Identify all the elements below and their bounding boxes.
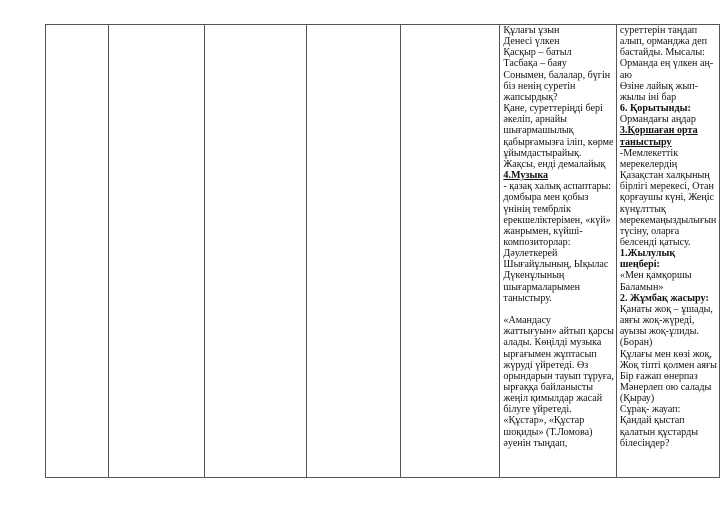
- text-line: алып, орманджа деп: [619, 36, 707, 48]
- text-line: жаттығуын» айтып қарсы: [503, 326, 614, 338]
- text-line: қалатын құстарды: [619, 426, 699, 438]
- text-line: біз ненің суретін: [503, 80, 576, 92]
- table-cell-1: [46, 25, 109, 478]
- text-line: аю: [619, 69, 632, 81]
- text-line: Бір ғажап өнерпаз: [619, 370, 698, 382]
- text-line: Дүкенұлының: [503, 270, 565, 282]
- environment-heading: таныстыру: [619, 136, 672, 148]
- text-line: Құлағы ұзын: [503, 25, 560, 36]
- text-line: ауызы жоқ-ұлиды.: [619, 326, 699, 338]
- reflection-heading: 6. Қорытынды:: [619, 103, 691, 115]
- riddle-heading: 2. Жұмбақ жасыру:: [619, 292, 709, 304]
- text-line: шоқиды» (Т.Ломова): [503, 426, 593, 438]
- environment-heading: 3.Қоршаған орта: [619, 125, 698, 137]
- text-line: Жоқ тіпті қолмен аяғы: [619, 359, 717, 371]
- text-line: Баламын»: [619, 281, 664, 293]
- text-line: түсіну, оларға: [619, 225, 680, 237]
- text-line: ырғаққа байланысты: [503, 381, 594, 393]
- text-line: Дәулеткерей: [503, 248, 558, 260]
- text-line: Сұрақ- жауап:: [619, 404, 681, 416]
- text-line: шығармаларымен: [503, 281, 580, 293]
- text-line: жапсырдық?: [503, 91, 558, 103]
- music-heading: 4.Музыка: [503, 170, 549, 182]
- text-line: Қасқыр – батыл: [503, 47, 572, 59]
- text-line: бастайды. Мысалы:: [619, 47, 705, 59]
- table-cell-7: [616, 25, 719, 478]
- text-line: Өзіне лайық жып-: [619, 80, 699, 92]
- table-row: [46, 25, 720, 478]
- text-line: ерекшеліктерімен, «күй»: [503, 214, 611, 226]
- text-line: Мәнерлеп ою салады: [619, 382, 712, 393]
- table-cell-5: [401, 25, 500, 478]
- blank-line: [503, 304, 613, 315]
- text-line: ұйымдастырайық.: [503, 147, 582, 159]
- text-line: «Құстар», «Құстар: [503, 415, 585, 427]
- text-line: белсенді қатысу.: [619, 236, 691, 248]
- text-line: әуенін тыңдап,: [503, 437, 568, 449]
- table-cell-2: [109, 25, 204, 478]
- table-cell-4: [307, 25, 401, 478]
- text-line: күнұлттық: [619, 203, 666, 215]
- cell-text-column-7: [617, 25, 719, 449]
- text-line: «Мен қамқоршы: [619, 270, 692, 282]
- text-line: композиторлар:: [503, 236, 571, 248]
- text-line: үнінің тембрлік: [503, 203, 571, 215]
- text-line: Шығайұлының, Ықылас: [503, 259, 609, 271]
- text-line: Жақсы, енді демалайық: [503, 158, 606, 170]
- text-line: Қазақстан халқының: [619, 170, 710, 182]
- text-line: Қандай қыстап: [619, 415, 685, 427]
- text-line: Тасбақа – баяу: [503, 58, 567, 70]
- text-line: домбыра мен қобыз: [503, 192, 589, 204]
- text-line: - қазақ халық аспаптары:: [503, 181, 612, 193]
- lesson-plan-table: [45, 24, 720, 478]
- table-cell-6: [500, 25, 616, 478]
- text-line: бірлігі мерекесі, Отан: [619, 181, 714, 193]
- text-line: Сонымен, балалар, бүгін: [503, 69, 611, 81]
- text-line: аяғы жоқ-жүреді,: [619, 315, 695, 327]
- text-line: жылы іні бар: [619, 91, 677, 103]
- text-line: мерекелердің: [619, 158, 678, 170]
- text-line: жанрымен, күйші-: [503, 225, 583, 237]
- text-line: суреттерін таңдап: [619, 25, 698, 36]
- text-line: Ормандағы аңдар: [619, 114, 696, 126]
- text-line: шығармашылық: [503, 125, 574, 137]
- text-line: қабырғамызға іліп, көрме: [503, 136, 614, 148]
- text-line: білесіңдер?: [619, 437, 670, 449]
- text-line: әкеліп, арнайы: [503, 114, 567, 126]
- text-line: жеңіл қимылдар жасай: [503, 393, 603, 405]
- text-line: жүруді үйретеді. Өз: [503, 359, 589, 371]
- text-line: қорғаушы күні, Жеңіс: [619, 192, 715, 204]
- text-line: (Қырау): [619, 393, 655, 405]
- text-line: орындарын тауып тұруға,: [503, 370, 614, 382]
- text-line: Орманда ең үлкен аң-: [619, 58, 714, 70]
- text-line: білуге үйретеді.: [503, 404, 572, 416]
- text-line: Қане, суреттерiңді берi: [503, 103, 603, 115]
- text-line: ырғағымен жұптасып: [503, 348, 597, 360]
- text-line: мерекемаңыздылығын: [619, 214, 717, 226]
- text-line: Қанаты жоқ – ұшады,: [619, 303, 713, 315]
- text-line: -Мемлекеттік: [619, 147, 679, 159]
- text-line: «Амандасу: [503, 315, 551, 327]
- table-cell-3: [204, 25, 307, 478]
- text-line: (Боран): [619, 337, 653, 349]
- warmup-heading: шеңбері:: [619, 259, 660, 271]
- text-line: Денесі үлкен: [503, 36, 560, 48]
- text-line: Құлағы мен көзі жоқ,: [619, 348, 712, 360]
- warmup-heading: 1.Жылулық: [619, 248, 676, 260]
- text-line: алады. Көңілді музыка: [503, 337, 602, 349]
- text-line: таныстыру.: [503, 292, 552, 304]
- cell-text-column-6: [500, 25, 615, 449]
